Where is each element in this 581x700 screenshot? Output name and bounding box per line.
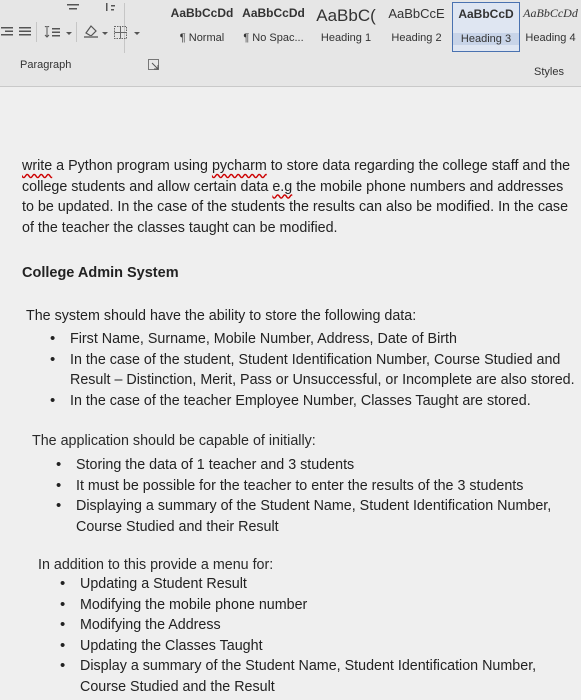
style-name: Heading 3 [453,33,519,45]
chevron-down-icon[interactable] [100,26,110,42]
section1-lead[interactable]: The system should have the ability to store the following data: [26,308,417,324]
misspelled-word[interactable]: e.g [272,178,293,195]
style-name: ¶ No Spac... [243,32,304,44]
list-item[interactable]: • Display a summary of the Student Name, Student Identification Number, Course Studied and the Result [60,656,565,697]
misspelled-word[interactable]: write [22,158,53,174]
intro-paragraph[interactable]: write a Python program using pycharm to store data regarding the college staff and the college students and allow certain data e.g the mobile phone numbers and addresses to be updated. In the case of the students the results can also be modified. In the case of the teacher the classes taught can be modified. [22,158,571,236]
paragraph-group [0,0,160,56]
section2-lead[interactable]: The application should be capable of initially: [32,433,316,449]
sort-icon[interactable] [104,0,118,16]
misspelled-word[interactable]: pycharm [211,158,267,174]
styles-group-label: Styles [534,66,564,78]
section3-list [60,574,565,697]
list-item[interactable]: • In the case of the student, Student Identification Number, Course Studied and Result – Distinction, Merit, Pass or Unsuccessful, or Incomplete are also stored. [50,350,578,391]
style-heading-4[interactable] [520,2,581,52]
list-item[interactable]: • Modifying the Address [60,615,565,636]
style-name: Heading 4 [525,32,576,44]
line-spacing-icon[interactable] [42,24,64,40]
list-item[interactable]: • Displaying a summary of the Student Name, Student Identification Number, Course Studied and their Result [56,496,566,537]
list-item[interactable]: • It must be possible for the teacher to enter the results of the 3 students [56,476,566,497]
align-right-icon[interactable] [0,24,14,40]
style-name: ¶ Normal [179,32,225,44]
paragraph-group-label: Paragraph [20,59,72,71]
style-heading-3[interactable] [452,2,520,52]
chevron-down-icon[interactable] [132,26,142,42]
dialog-launcher-icon[interactable] [148,58,160,70]
style-preview: AaBbCcDd [523,6,578,20]
align-icon[interactable] [66,0,80,16]
style-name: Heading 1 [320,32,372,44]
style-heading-2[interactable] [381,2,452,52]
list-item[interactable]: • In the case of the teacher Employee Number, Classes Taught are stored. [50,391,578,412]
style-preview: AaBbCcD [458,7,514,21]
style-normal[interactable] [168,2,236,52]
list-item[interactable]: • Storing the data of 1 teacher and 3 students [56,455,566,476]
section2-list [56,455,566,537]
style-preview: AaBbCcDd [170,6,234,20]
ribbon [0,0,581,87]
section1-list [50,329,578,411]
style-name: Heading 2 [391,32,442,44]
section3-lead[interactable]: In addition to this provide a menu for: [38,557,274,573]
style-preview: AaBbCcE [388,6,445,21]
style-preview: AaBbCcDd [242,6,305,20]
list-item[interactable]: • Updating the Classes Taught [60,636,565,657]
justify-icon[interactable] [18,24,32,40]
style-heading-1[interactable] [311,2,381,52]
document-page [0,87,581,700]
chevron-down-icon[interactable] [64,26,74,42]
list-item[interactable]: • Modifying the mobile phone number [60,595,565,616]
styles-gallery [168,0,581,56]
borders-icon[interactable] [112,24,128,40]
section-heading[interactable]: College Admin System [22,265,179,281]
shading-icon[interactable] [82,23,100,39]
list-item[interactable]: • Updating a Student Result [60,574,565,595]
style-preview: AaBbC( [316,6,376,25]
style-no-spac[interactable] [236,2,311,52]
list-item[interactable]: • First Name, Surname, Mobile Number, Address, Date of Birth [50,329,578,350]
